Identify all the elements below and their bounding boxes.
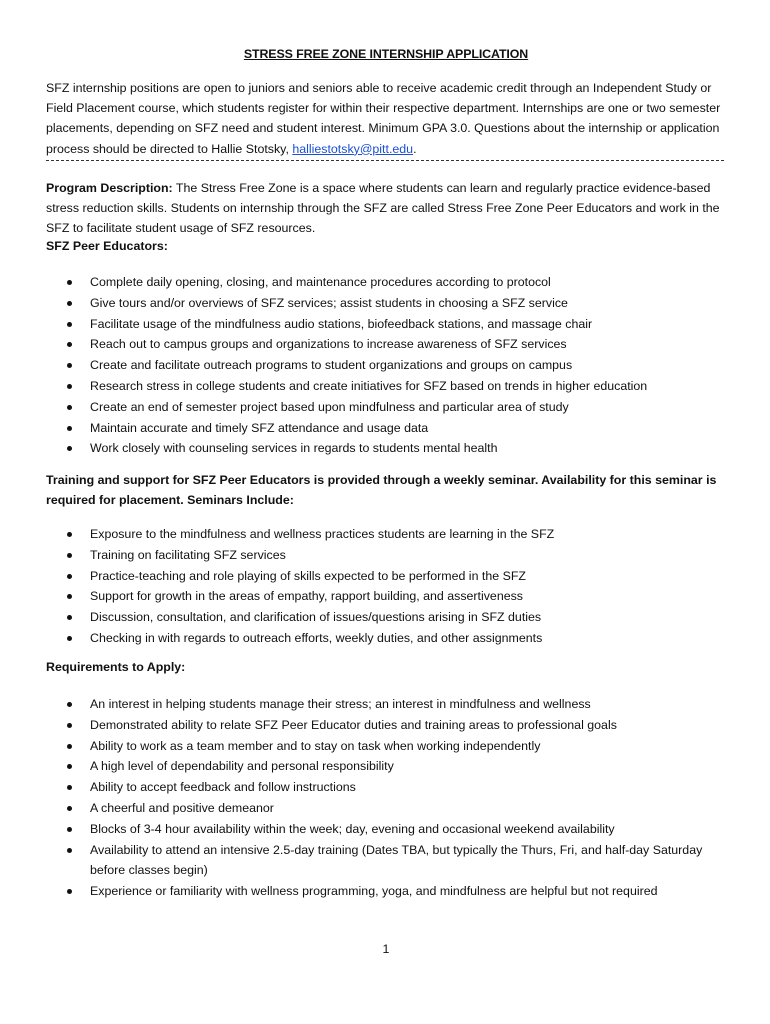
list-item: Discussion, consultation, and clarification of issues/questions arising in SFZ duties [46, 607, 736, 628]
list-item: Exposure to the mindfulness and wellness practices students are learning in the SFZ [46, 524, 736, 545]
list-item: Complete daily opening, closing, and maintenance procedures according to protocol [46, 272, 736, 293]
intro-text: SFZ internship positions are open to juniors and seniors able to receive academic credit through an Independent Study or Field Placement course, which students register for within their respective department. Internships are one or two semester placements, depending on SFZ need and student interest. Minimum GPA 3.0. Questions about the internship or application process should be directed to Hallie Stotsky, [46, 81, 721, 156]
bullet-icon [67, 446, 72, 451]
dashed-divider [46, 160, 724, 161]
email-link[interactable]: halliestotsky@pitt.edu [292, 141, 414, 156]
bullet-icon [67, 723, 72, 728]
bullet-icon [67, 594, 72, 599]
bullet-icon [67, 764, 72, 769]
list-item: Availability to attend an intensive 2.5-day training (Dates TBA, but typically the Thurs, Fri, and half-day Saturday before classes begin) [46, 840, 736, 882]
bullet-icon [67, 426, 72, 431]
bullet-icon [67, 636, 72, 641]
list-item: Create an end of semester project based upon mindfulness and particular area of study [46, 397, 736, 418]
bullet-icon [67, 785, 72, 790]
intro-paragraph [46, 78, 726, 159]
list-item: Checking in with regards to outreach efforts, weekly duties, and other assignments [46, 628, 736, 649]
list-item: A high level of dependability and personal responsibility [46, 756, 736, 777]
bullet-icon [67, 889, 72, 894]
list-item: Experience or familiarity with wellness programming, yoga, and mindfulness are helpful but not required [46, 881, 736, 902]
bullet-icon [67, 744, 72, 749]
peer-educators-heading: SFZ Peer Educators: [46, 239, 168, 253]
requirements-list [46, 694, 736, 902]
list-item: Ability to accept feedback and follow instructions [46, 777, 736, 798]
list-item: Training on facilitating SFZ services [46, 545, 736, 566]
seminar-list [46, 524, 736, 649]
bullet-icon [67, 301, 72, 306]
list-item: Demonstrated ability to relate SFZ Peer Educator duties and training areas to professional goals [46, 715, 736, 736]
peer-duties-list [46, 272, 736, 459]
training-paragraph: Training and support for SFZ Peer Educators is provided through a weekly seminar. Availability for this seminar is required for placement. Seminars Include: [46, 473, 717, 508]
bullet-icon [67, 342, 72, 347]
bullet-icon [67, 574, 72, 579]
bullet-icon [67, 280, 72, 285]
bullet-icon [67, 363, 72, 368]
bullet-icon [67, 702, 72, 707]
program-description [46, 178, 726, 239]
list-item: Work closely with counseling services in regards to students mental health [46, 438, 736, 459]
bullet-icon [67, 806, 72, 811]
list-item: An interest in helping students manage their stress; an interest in mindfulness and wellness [46, 694, 736, 715]
bullet-icon [67, 848, 72, 853]
list-item: Create and facilitate outreach programs to student organizations and groups on campus [46, 355, 736, 376]
page-number: 1 [382, 942, 390, 956]
program-description-text: The Stress Free Zone is a space where students can learn and regularly practice evidence-based stress reduction skills. Students on internship through the SFZ are called Stress Free Zone Peer Educators and work in the SFZ to facilitate student usage of SFZ resources. [46, 181, 720, 236]
bullet-icon [67, 384, 72, 389]
requirements-heading: Requirements to Apply: [46, 660, 186, 674]
list-item: Give tours and/or overviews of SFZ services; assist students in choosing a SFZ service [46, 293, 736, 314]
list-item: Reach out to campus groups and organizations to increase awareness of SFZ services [46, 334, 736, 355]
document-title: STRESS FREE ZONE INTERNSHIP APPLICATION [243, 47, 529, 61]
list-item: A cheerful and positive demeanor [46, 798, 736, 819]
list-item: Maintain accurate and timely SFZ attendance and usage data [46, 418, 736, 439]
intro-end: . [413, 141, 417, 156]
bullet-icon [67, 553, 72, 558]
bullet-icon [67, 615, 72, 620]
bullet-icon [67, 827, 72, 832]
list-item: Support for growth in the areas of empathy, rapport building, and assertiveness [46, 586, 736, 607]
bullet-icon [67, 322, 72, 327]
list-item: Ability to work as a team member and to stay on task when working independently [46, 736, 736, 757]
program-description-label: Program Description: [46, 181, 173, 195]
bullet-icon [67, 405, 72, 410]
list-item: Facilitate usage of the mindfulness audio stations, biofeedback stations, and massage chair [46, 314, 736, 335]
bullet-icon [67, 532, 72, 537]
list-item: Research stress in college students and create initiatives for SFZ based on trends in higher education [46, 376, 736, 397]
list-item: Blocks of 3-4 hour availability within the week; day, evening and occasional weekend availability [46, 819, 736, 840]
list-item: Practice-teaching and role playing of skills expected to be performed in the SFZ [46, 566, 736, 587]
